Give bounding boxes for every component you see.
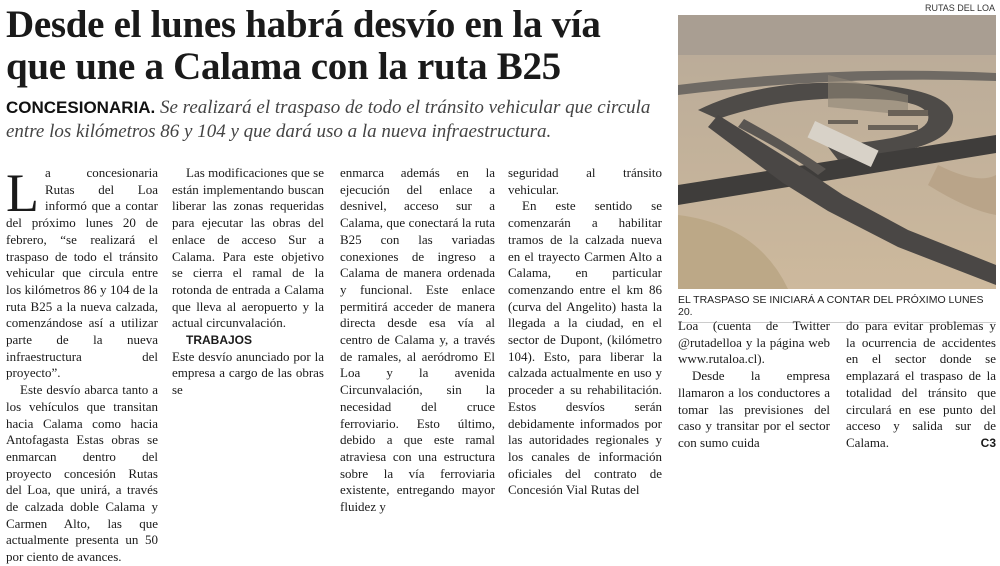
article-column-4: [508, 165, 662, 499]
headline: Desde el lunes habrá desvío en la vía que une a Calama con la ruta B25: [6, 3, 601, 88]
paragraph-3: Las modificaciones que se están implementando buscan liberar las zonas requeridas para ejecutar las obras del enlace de acceso Sur a Calama. Para este objetivo se cierra el ramal de la rotonda de entrada a Calama que lleva al aeropuerto y la actual circunvalación.: [172, 165, 324, 331]
paragraph-5-part-2: Loa (cuenta de Twitter @rutadelloa y la página web www.rutaloa.cl).: [678, 318, 830, 367]
deck-kicker: CONCESIONARIA.: [6, 98, 156, 117]
article-column-1: [6, 165, 158, 566]
paragraph-4-part-1: Este desvío anunciado por la empresa a cargo de las obras se: [172, 348, 324, 398]
aerial-photo-road-works: [678, 15, 996, 289]
paragraph-4-part-2: enmarca además en la ejecución del enlace a desnivel, acceso sur a Calama, que conectará la ruta B25 con las variadas conexiones de ingreso a Calama de manera ordenada y funcional. Este enlace permitirá acceder de manera directa desde esa vía al centro de Calama y, a través de ramales, al aeródromo El Loa y la avenida Circunvalación, sin la necesidad del cruce ferroviario. Esto último, debido a que este ramal atraviesa con una estructura sobre la vía ferroviaria existente, entregando mayor fluidez y: [340, 165, 495, 515]
photo-caption: EL TRASPASO SE INICIARÁ A CONTAR DEL PRÓXIMO LUNES 20.: [678, 294, 996, 323]
end-mark: C3: [980, 435, 996, 450]
dropcap: L: [6, 163, 39, 223]
paragraph-4-part-3: seguridad al tránsito vehicular.: [508, 165, 662, 197]
paragraph-2: Este desvío abarca tanto a los vehículos que transitan hacia Calama como hacia Antofagasta Estas obras se enmarcan dentro del proyecto concesión Rutas del Loa, que unirá, a través de calzada doble Calama y Carmen Alto, las que actualmente presenta un 50 por ciento de avances.: [6, 382, 158, 565]
deck-text: Se realizará el traspaso de todo el tránsito vehicular que circula entre los kilómetros 86 y 104 y que dará uso a la nueva infraestructura.: [6, 97, 651, 142]
article-column-6: [846, 318, 996, 452]
article-column-2: [172, 165, 324, 399]
article-column-3: [340, 165, 495, 516]
paragraph-5-part-1: En este sentido se comenzarán a habilitar tramos de la calzada nueva en el trayecto Carmen Alto a Calama, en particular comenzando entre el km 86 (curva del Angelito) hasta la llegada a la ciudad, en el sector de Dupont, (kilómetro 104). Esto, para liberar la calzada actualmente en uso y proceder a su rehabilitación. Estos desvíos serán debidamente informados por las autoridades regionales y los canales de información oficiales del contrato de Concesión Vial Rutas del: [508, 198, 662, 498]
paragraph-6-part-1: Desde la empresa llamaron a los conductores a tomar las previsiones del caso y transitar por el sector con sumo cuida: [678, 368, 830, 450]
paragraph-6-part-2: do para evitar problemas y la ocurrencia de accidentes en el sector donde se emplazará el traspaso de la totalidad del tránsito que circulará en ese punto del acceso y salida sur de Calama. C3: [846, 318, 996, 450]
aerial-photo-illustration: [678, 15, 996, 289]
paragraph-1-text: a concesionaria Rutas del Loa informó que a contar del próximo lunes 20 de febrero, “se realizará el traspaso de todo el tránsito vehicular que circula entre los kilómetros 86 y 104 de la ruta B25 a la nueva calzada, comenzándose así a utilizar parte de la nueva infraestructura del proyecto”.: [6, 165, 158, 381]
article-column-5: [678, 318, 830, 452]
paragraph-1: [6, 165, 158, 382]
photo-credit: RUTAS DEL LOA: [924, 3, 995, 13]
subhead-trabajos: TRABAJOS: [186, 333, 253, 348]
deck: [6, 96, 666, 144]
